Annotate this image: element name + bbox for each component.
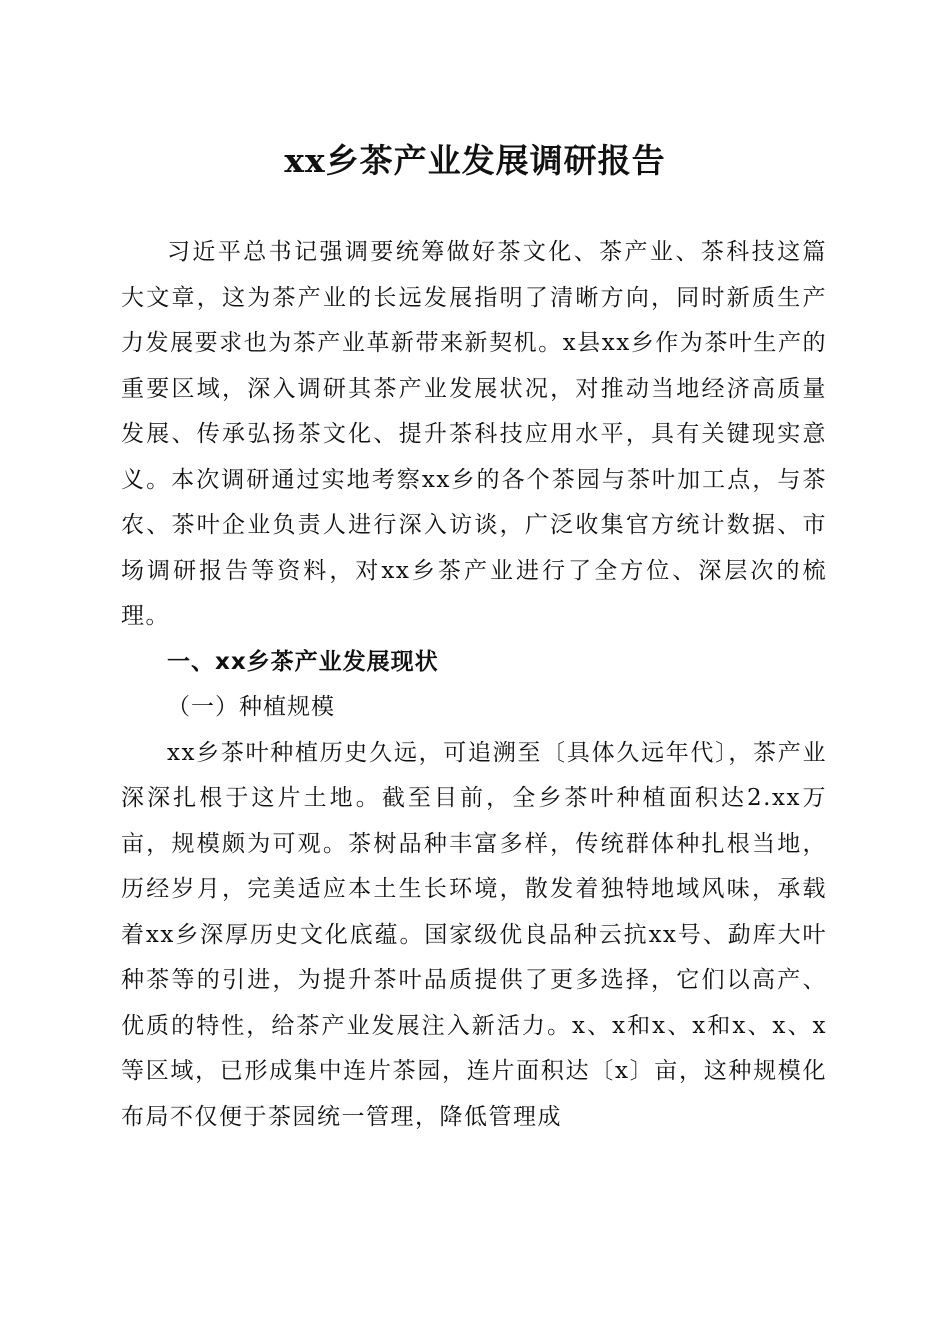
section-heading: 一、xx乡茶产业发展现状 <box>167 648 439 675</box>
document-body <box>121 230 827 1140</box>
intro-paragraph: 习近平总书记强调要统筹做好茶文化、茶产业、茶科技这篇大文章，这为茶产业的长远发展指明了清晰方向，同时新质生产力发展要求也为茶产业革新带来新契机。x县xx乡作为茶叶生产的重要区域，深入调研其茶产业发展状况，对推动当地经济高质量发展、传承弘扬茶文化、提升茶科技应用水平，具有关键现实意义。本次调研通过实地考察xx乡的各个茶园与茶叶加工点，与茶农、茶叶企业负责人进行深入访谈，广泛收集官方统计数据、市场调研报告等资料，对xx乡茶产业进行了全方位、深层次的梳理。 <box>121 239 827 629</box>
subsection-heading: （一）种植规模 <box>167 694 335 720</box>
subsection-paragraph: xx乡茶叶种植历史久远，可追溯至〔具体久远年代〕，茶产业深深扎根于这片土地。截至目前，全乡茶叶种植面积达2.xx万亩，规模颇为可观。茶树品种丰富多样，传统群体种扎根当地，历经岁月，完美适应本土生长环境，散发着独特地域风味，承载着xx乡深厚历史文化底蕴。国家级优良品种云抗xx号、勐库大叶种茶等的引进，为提升茶叶品质提供了更多选择，它们以高产、优质的特性，给茶产业发展注入新活力。x、x和x、x和x、x、x等区域，已形成集中连片茶园，连片面积达〔x〕亩，这种规模化布局不仅便于茶园统一管理，降低管理成 <box>121 739 827 1130</box>
document-title: xx乡茶产业发展调研报告 <box>284 141 666 180</box>
